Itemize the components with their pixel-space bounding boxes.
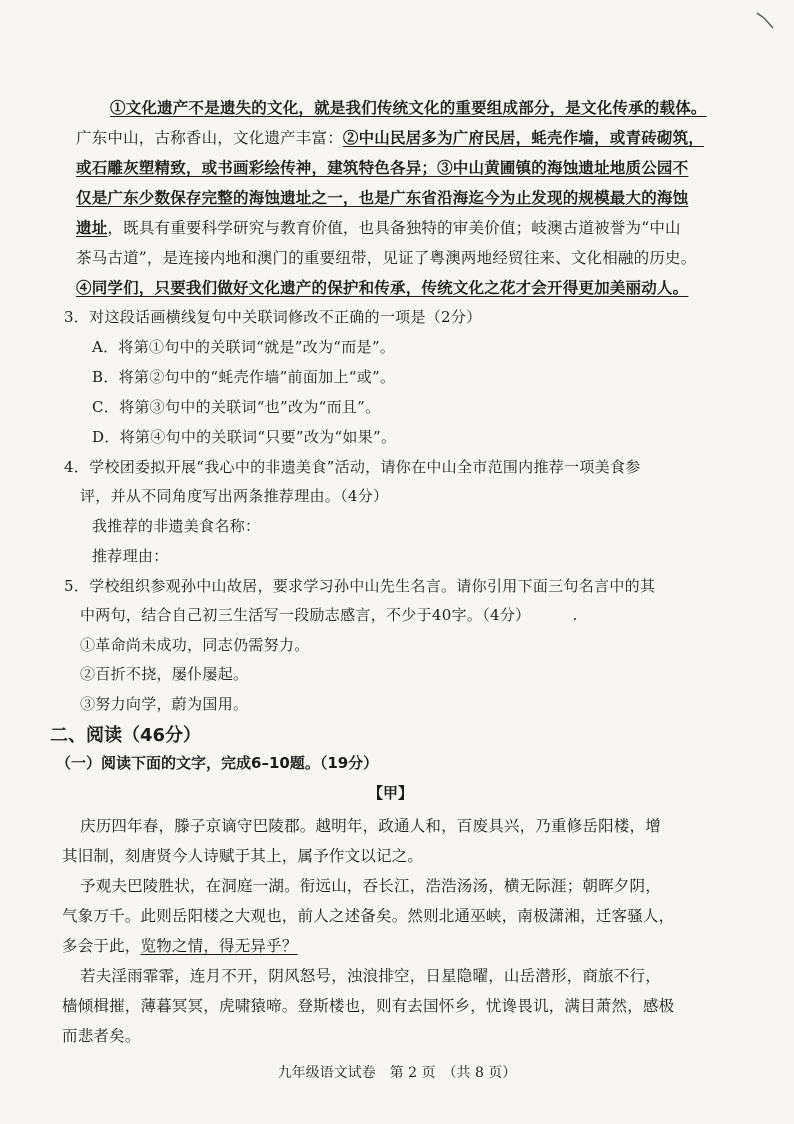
q5-saying-1: ①革命尚未成功，同志仍需努力。 [80, 636, 310, 654]
section-subtitle: （一）阅读下面的文字，完成6–10题。（19分） [56, 754, 379, 772]
q5-saying-2: ②百折不挠，屡仆屡起。 [80, 665, 249, 683]
q3-option-b: B．将第②句中的“蚝壳作墙”前面加上“或”。 [92, 368, 396, 386]
passage-line-6: 茶马古道”，是连接内地和澳门的重要纽带，见证了粤澳两地经贸往来、文化相融的历史。 [76, 249, 697, 267]
text-p1-line-1: 庆历四年春，滕子京谪守巴陵郡。越明年，政通人和，百废具兴，乃重修岳阳楼，增 [80, 817, 661, 835]
section-title: 二、阅读（46分） [50, 725, 202, 746]
text-p1-line-2: 其旧制，刻唐贤今人诗赋于其上，属予作文以记之。 [62, 847, 424, 865]
text-p2-line-2: 气象万千。此则岳阳楼之大观也，前人之述备矣。然则北通巫峡，南极潇湘，迁客骚人， [62, 907, 675, 925]
text-label-jia: 【甲】 [368, 784, 414, 802]
text-p3-line-1: 若夫淫雨霏霏，连月不开，阴风怒号，浊浪排空，日星隐曜，山岳潜形，商旅不行， [80, 967, 661, 985]
q5-saying-3: ③努力向学，蔚为国用。 [80, 695, 249, 713]
passage-line-4: 仅是广东少数保存完整的海蚀遗址之一，也是广东省沿海迄今为止发现的规模最大的海蚀 [76, 188, 689, 207]
q4-stem-1: 4．学校团委拟开展“我心中的非遗美食”活动，请你在中山全市范围内推荐一项美食参 [64, 458, 641, 476]
q4-stem-2: 评，并从不同角度写出两条推荐理由。（4分） [80, 487, 389, 505]
q4-reason-label: 推荐理由： [92, 547, 169, 565]
page-footer: 九年级语文试卷 第 2 页 （共 8 页） [277, 1065, 517, 1081]
text-p3-line-2: 樯倾楫摧，薄暮冥冥，虎啸猿啼。登斯楼也，则有去国怀乡，忧谗畏讥，满目萧然，感极 [62, 997, 675, 1015]
passage-line-1: ①文化遗产不是遗失的文化，就是我们传统文化的重要组成部分，是文化传承的载体。 [110, 98, 707, 117]
passage-line-7: ④同学们，只要我们做好文化遗产的保护和传承，传统文化之花才会开得更加美丽动人。 [76, 278, 689, 297]
q4-name-label: 我推荐的非遗美食名称： [92, 517, 261, 535]
q3-option-c: C．将第③句中的关联词“也”改为“而且”。 [92, 398, 381, 416]
q3-option-d: D．将第④句中的关联词“只要”改为“如果”。 [92, 428, 397, 446]
text-p2-line-3: 多会于此，览物之情，得无异乎？ [62, 937, 298, 955]
pen-mark-icon [754, 10, 776, 32]
q3-option-a: A．将第①句中的关联词“就是”改为“而是”。 [92, 338, 396, 356]
q5-stem-1: 5．学校组织参观孙中山故居，要求学习孙中山先生名言。请你引用下面三句名言中的其 [64, 577, 656, 595]
passage-line-2: 广东中山，古称香山，文化遗产丰富：②中山民居多为广府民居，蚝壳作墙，或青砖砌筑， [76, 128, 705, 147]
text-p3-line-3: 而悲者矣。 [62, 1027, 141, 1045]
passage-line-3: 或石雕灰塑精致，或书画彩绘传神，建筑特色各异；③中山黄圃镇的海蚀遗址地质公园不 [76, 158, 689, 177]
q3-stem: 3．对这段话画横线复句中关联词修改不正确的一项是（2分） [64, 308, 482, 326]
passage-line-5: 遗址，既具有重要科学研究与教育价值，也具备独特的审美价值；岐澳古道被誉为“中山 [76, 218, 681, 237]
text-p2-line-1: 予观夫巴陵胜状，在洞庭一湖。衔远山，吞长江，浩浩汤汤，横无际涯；朝晖夕阴， [80, 877, 661, 895]
q5-stem-2: 中两句，结合自己初三生活写一段励志感言，不少于40字。（4分） . [80, 606, 578, 624]
